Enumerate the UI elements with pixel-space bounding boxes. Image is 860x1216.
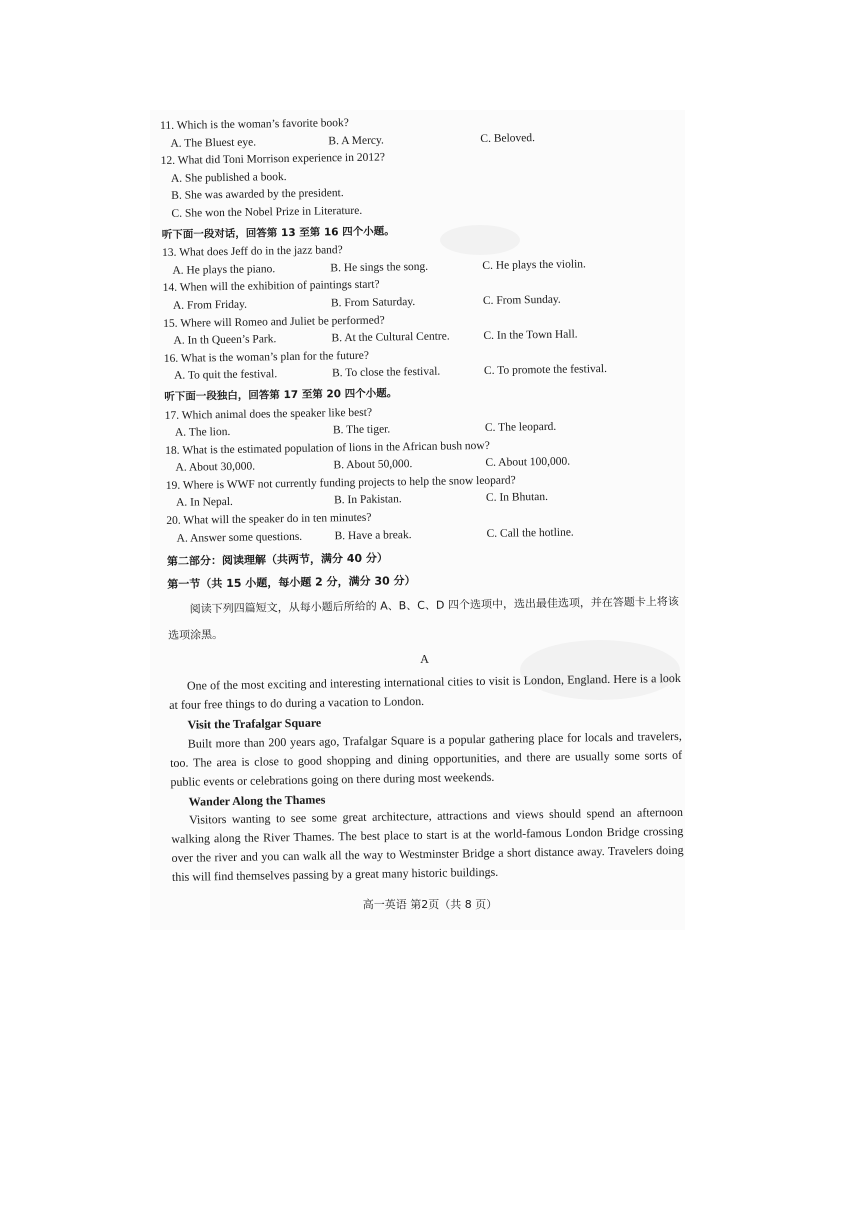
option-b: B. A Mercy.	[328, 134, 384, 147]
passage-intro: One of the most exciting and interesting international cities to visit is London, England. Here is a look at four free things to do during a vacation to London.	[169, 670, 681, 712]
option-a: A. The Bluest eye.	[170, 136, 257, 150]
option-b: B. To close the festival.	[331, 365, 441, 380]
exam-content	[160, 110, 684, 887]
option-c: C. About 100,000.	[485, 455, 571, 470]
option-c: C. Beloved.	[480, 131, 536, 145]
section-instruction-17-20: 听下面一段独白，回答第 17 至第 20 四个小题。	[164, 387, 398, 403]
option-a: A. From Friday.	[172, 298, 248, 312]
option-a: A. He plays the piano.	[172, 262, 276, 277]
option-c: C. In Bhutan.	[485, 491, 549, 505]
passage-paragraph-1: Built more than 200 years ago, Trafalgar Square is a popular gathering place for locals and travelers, too. The area is close to good shopping and dining opportunities, and there are usually some sorts of public events or celebrations going on there during most weekends.	[170, 728, 683, 789]
option-b: B. She was awarded by the president.	[171, 187, 344, 203]
option-c: C. In the Town Hall.	[483, 328, 578, 343]
option-b: B. From Saturday.	[330, 295, 416, 310]
option-c: C. She won the Nobel Prize in Literature.	[171, 204, 363, 220]
reading-instructions: 阅读下列四篇短文，从每小题后所给的 A、B、C、D 四个选项中，选出最佳选项，并在答题卡上将该选项涂黑。	[168, 595, 679, 643]
part-two-title: 第二部分：阅读理解（共两节，满分 40 分）	[166, 551, 389, 569]
question-14: 14. When will the exhibition of paintings start?	[162, 278, 380, 295]
question-16: 16. What is the woman’s plan for the future?	[163, 349, 369, 365]
passage-heading-1: Visit the Trafalgar Square	[187, 715, 322, 732]
option-c: C. He plays the violin.	[482, 258, 586, 272]
question-18: 18. What is the estimated population of lions in the African bush now?	[165, 439, 490, 457]
option-b: B. He sings the song.	[330, 260, 429, 275]
question-20: 20. What will the speaker do in ten minutes?	[166, 511, 372, 528]
question-13: 13. What does Jeff do in the jazz band?	[162, 244, 343, 260]
option-a: A. She published a book.	[170, 170, 287, 185]
question-11: 11. Which is the woman’s favorite book?	[160, 117, 349, 132]
passage-letter: A	[420, 652, 429, 667]
question-12: 12. What did Toni Morrison experience in 2012?	[160, 151, 385, 168]
page-footer: 高一英语 第2页（共 8 页）	[362, 898, 498, 911]
question-17: 17. Which animal does the speaker like best?	[164, 406, 373, 422]
question-19: 19. Where is WWF not currently funding projects to help the snow leopard?	[165, 474, 516, 492]
option-c: C. The leopard.	[484, 420, 557, 435]
option-a: A. About 30,000.	[175, 460, 256, 475]
option-a: A. To quit the festival.	[173, 368, 278, 383]
section-one-title: 第一节（共 15 小题，每小题 2 分，满分 30 分）	[167, 573, 416, 591]
option-b: B. At the Cultural Centre.	[331, 330, 450, 345]
passage-paragraph-2: Visitors wanting to see some great architecture, attractions and views should spend an afternoon walking along the River Thames. The best place to start is at the world-famous London Bridge crossing over the river and you can walk all the way to Westminster Bridge a short distance away. Travelers doing this will find themselves passing by a great many historic buildings.	[171, 805, 684, 885]
option-a: A. In th Queen’s Park.	[173, 333, 277, 347]
option-a: A. Answer some questions.	[176, 530, 303, 545]
option-b: B. The tiger.	[332, 423, 391, 437]
question-15: 15. Where will Romeo and Juliet be performed?	[163, 314, 385, 330]
section-instruction-13-16: 听下面一段对话，回答第 13 至第 16 四个小题。	[161, 224, 395, 241]
option-b: B. About 50,000.	[333, 458, 413, 472]
option-a: A. In Nepal.	[175, 496, 233, 510]
option-c: C. Call the hotline.	[486, 526, 574, 540]
passage-heading-2: Wander Along the Thames	[188, 792, 326, 809]
option-b: B. Have a break.	[334, 528, 412, 542]
option-b: B. In Pakistan.	[333, 493, 402, 507]
option-a: A. The lion.	[174, 426, 231, 439]
option-c: C. From Sunday.	[482, 293, 561, 307]
option-c: C. To promote the festival.	[483, 363, 608, 378]
